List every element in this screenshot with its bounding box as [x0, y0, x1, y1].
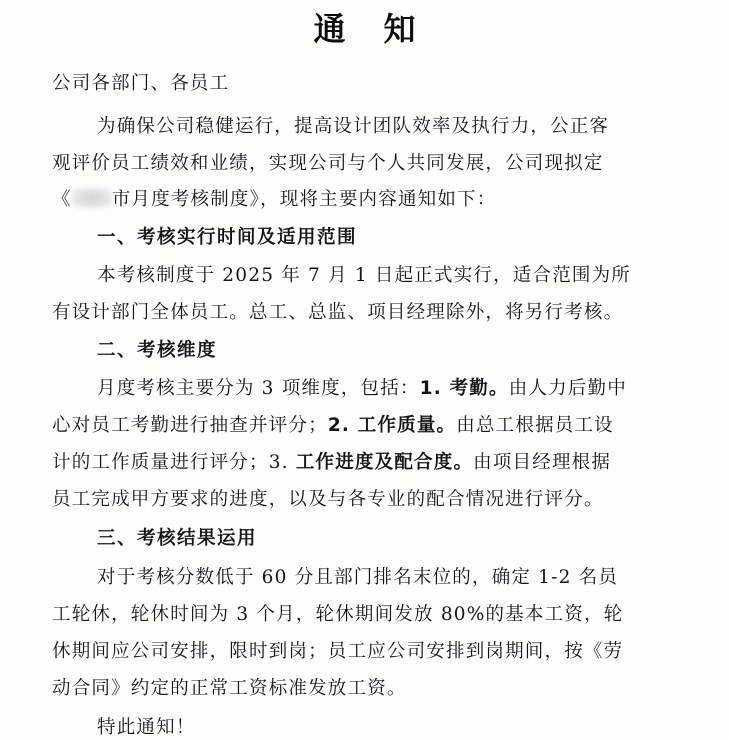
section-2-heading: 二、考核维度	[97, 340, 218, 361]
salutation: 公司各部门、各员工	[52, 73, 230, 94]
section-2-line-1-text-c: 由人力后勤中	[508, 378, 627, 399]
section-2-line-2	[52, 414, 692, 438]
redacted-text	[72, 188, 112, 208]
section-2-line-2-text-a: 心对员工考勤进行抽查并评分；	[52, 415, 328, 436]
section-3-line-4: 动合同》约定的正常工资标准发放工资。	[52, 678, 407, 699]
dimension-work-quality: 2. 工作质量。	[327, 415, 457, 436]
section-1-line-1: 本考核制度于 2025 年 7 月 1 日起正式实行，适合范围为所	[97, 265, 632, 286]
section-3-heading: 三、考核结果运用	[97, 528, 258, 549]
section-3-line-3: 休期间应公司安排，限时到岗；员工应公司安排到岗期间，按《劳	[52, 641, 624, 662]
section-2-line-3-text-c: 由项目经理根据	[473, 452, 612, 473]
closing-line: 特此通知！	[97, 717, 196, 738]
section-2-line-2-text-c: 由总工根据员工设	[456, 415, 614, 436]
section-2-line-1	[97, 377, 692, 401]
section-3-line-1: 对于考核分数低于 60 分且部门排名末位的，确定 1-2 名员	[97, 567, 619, 588]
section-3-line-2: 工轮休，轮休时间为 3 个月，轮休期间发放 80%的基本工资，轮	[52, 604, 624, 625]
section-2-line-3	[52, 451, 692, 475]
section-2-line-4: 员工完成甲方要求的进度，以及与各专业的配合情况进行评分。	[52, 489, 604, 510]
intro-line-3	[52, 188, 692, 212]
quote-open: 《	[52, 189, 72, 210]
section-1-heading: 一、考核实行时间及适用范围	[97, 227, 358, 248]
section-1-line-2: 有设计部门全体员工。总工、总监、项目经理除外，将另行考核。	[52, 302, 624, 323]
intro-line-1: 为确保公司稳健运行，提高设计团队效率及执行力，公正客	[97, 116, 610, 137]
document-title: 通知	[313, 10, 454, 48]
dimension-attendance: 1. 考勤。	[419, 378, 509, 399]
section-2-line-1-text-a: 月度考核主要分为 3 项维度，包括：	[97, 378, 420, 399]
dimension-progress-cooperation: 工作进度及配合度。	[295, 452, 474, 473]
intro-line-2: 观评价员工绩效和业绩，实现公司与个人共同发展，公司现拟定	[52, 153, 604, 174]
section-2-line-3-text-a: 计的工作质量进行评分；3.	[52, 452, 296, 473]
intro-line-3-text: 市月度考核制度》，现将主要内容通知如下：	[111, 189, 497, 210]
